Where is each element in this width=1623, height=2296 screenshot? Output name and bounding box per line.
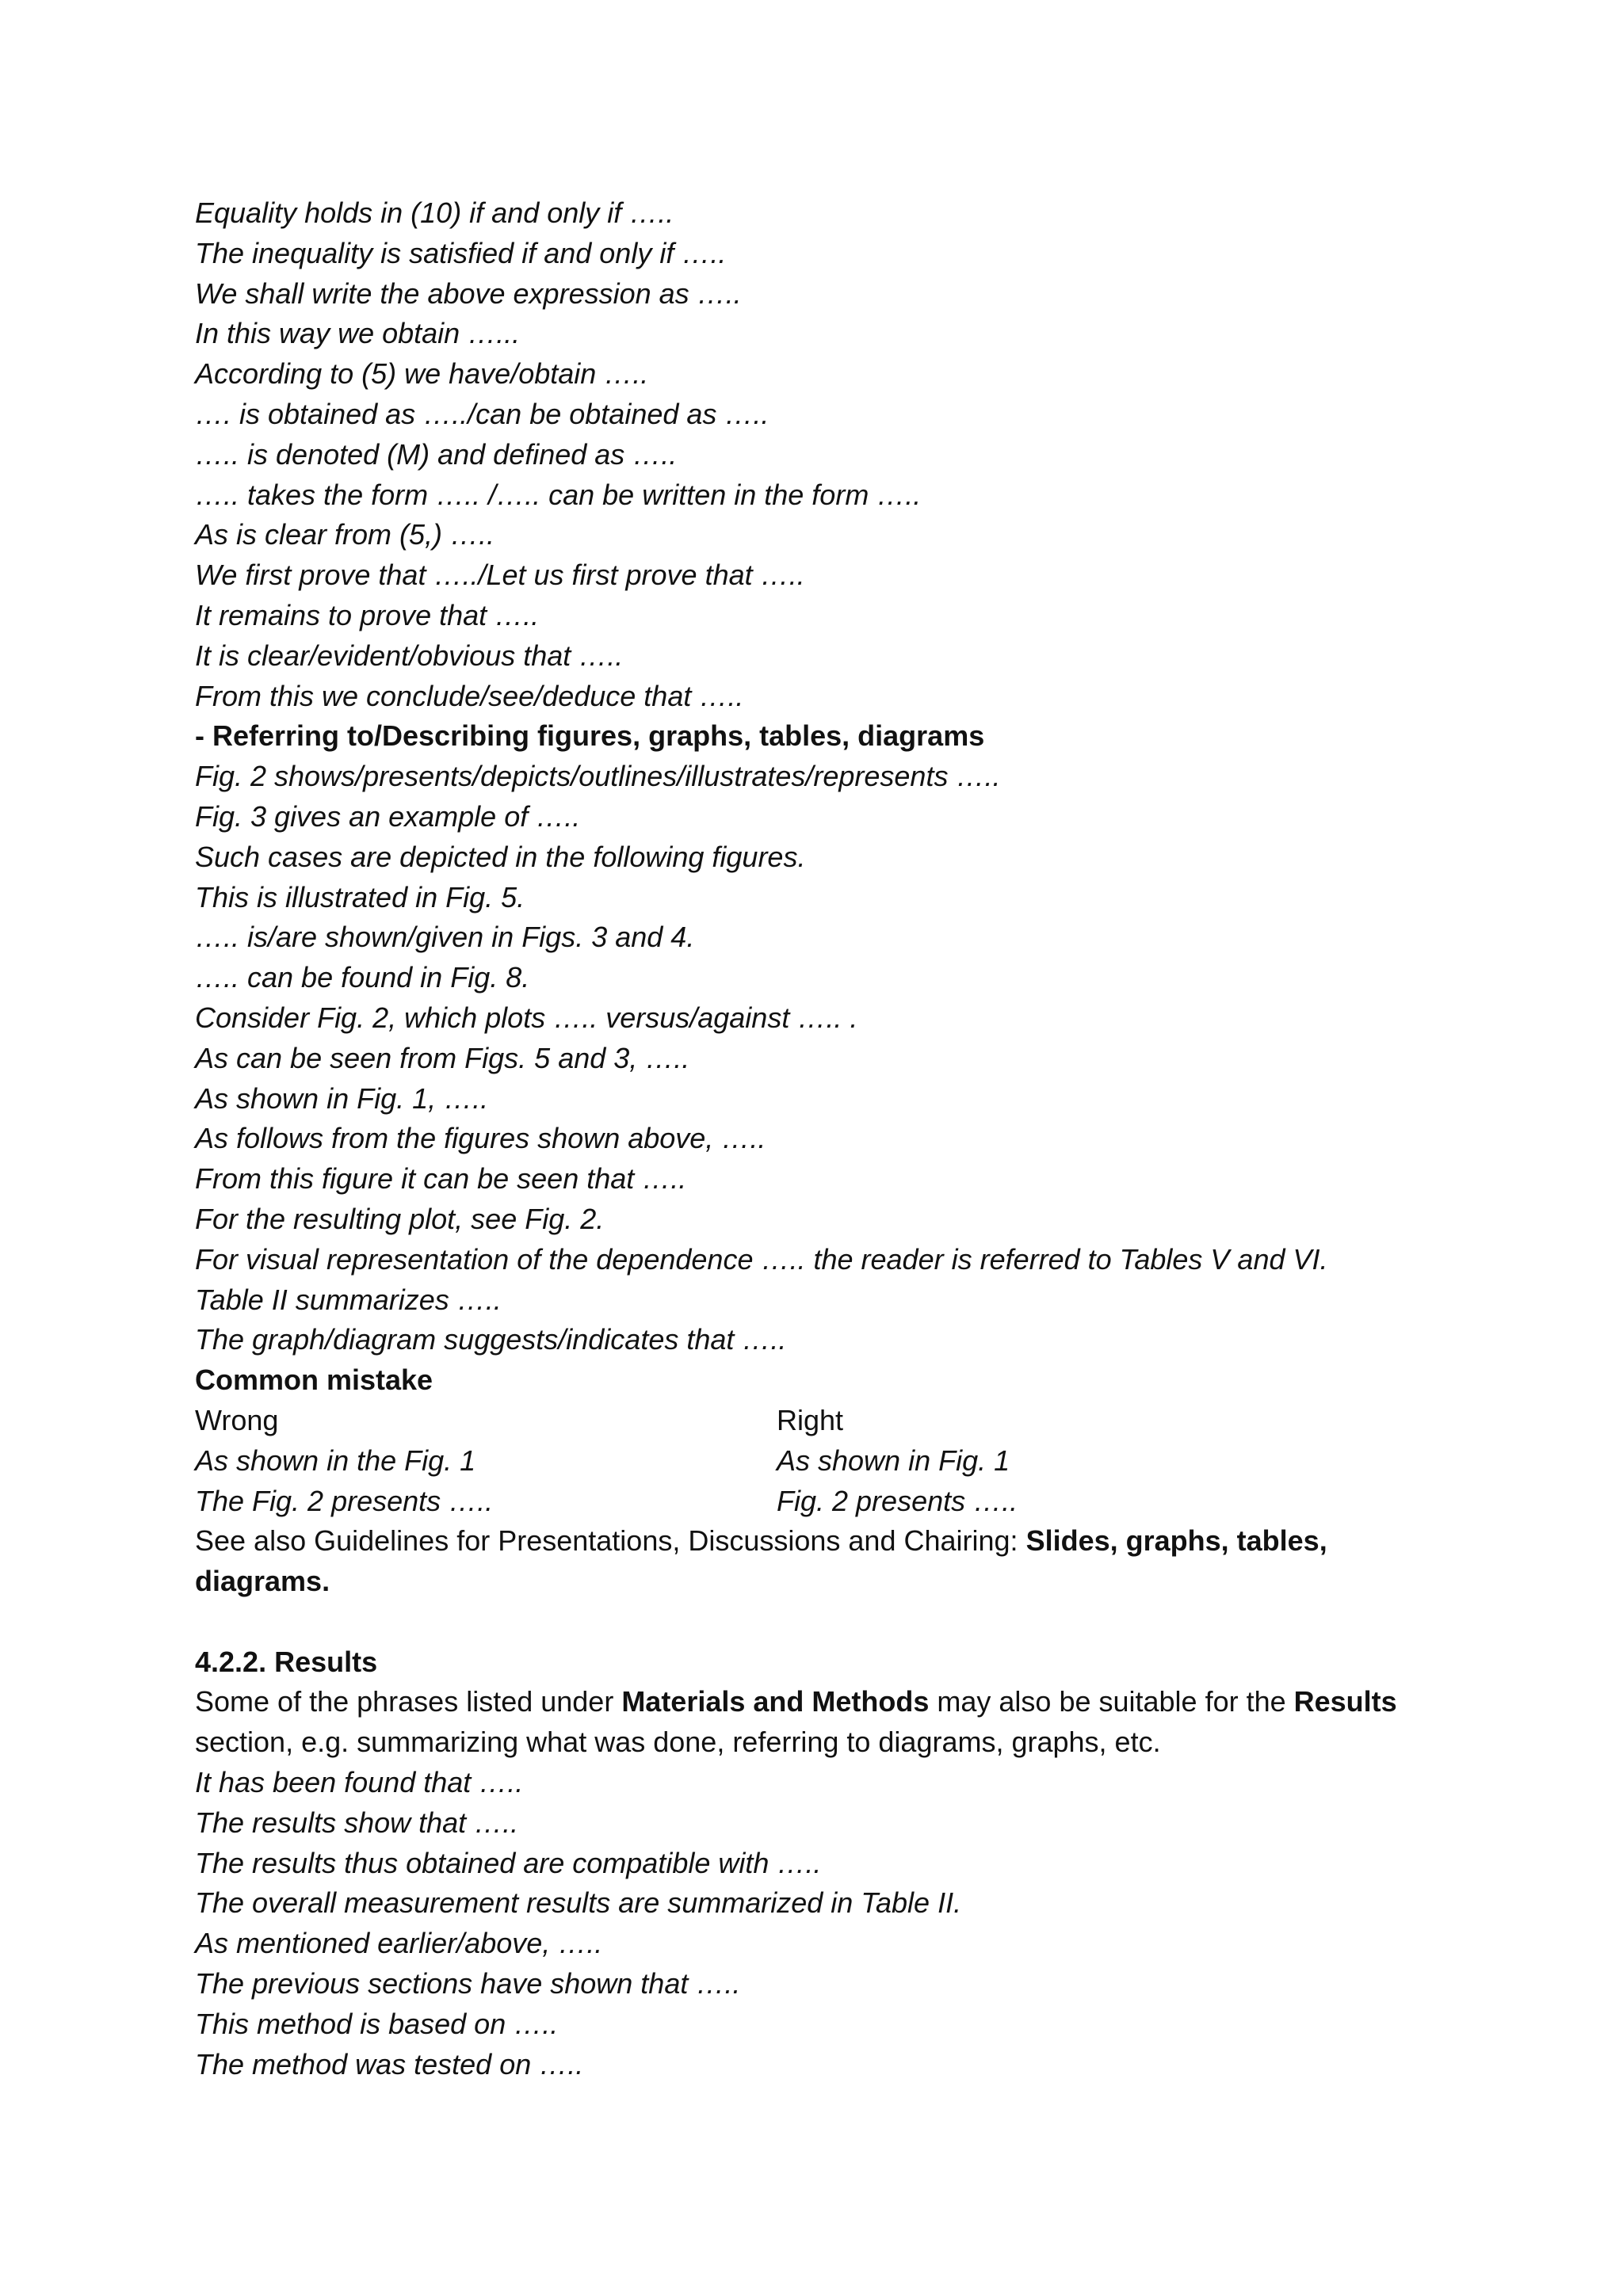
- right-example: As shown in Fig. 1: [777, 1444, 1010, 1477]
- figure-phrases-list: [195, 757, 1431, 1360]
- document-page: [195, 193, 1431, 2084]
- phrase-line: As is clear from (5,) …..: [195, 518, 495, 551]
- phrase-line: From this figure it can be seen that …..: [195, 1162, 687, 1196]
- phrase-line: It remains to prove that …..: [195, 598, 540, 631]
- phrase-line: Fig. 3 gives an example of …..: [195, 799, 581, 833]
- see-also-paragraph: [195, 1521, 1431, 1602]
- common-mistake-header-row: [195, 1401, 1431, 1441]
- results-intro-bold: Results: [1293, 1685, 1397, 1718]
- results-intro-bold: Materials and Methods: [621, 1685, 930, 1718]
- phrase-line: This is illustrated in Fig. 5.: [195, 880, 525, 913]
- phrase-line: We shall write the above expression as …..: [195, 277, 742, 310]
- phrase-line: The overall measurement results are summarized in Table II.: [195, 1886, 962, 1920]
- see-also-text: See also Guidelines for Presentations, Discussions and Chairing:: [195, 1524, 1026, 1558]
- results-intro-text: section, e.g. summarizing what was done, referring to diagrams, graphs, etc.: [195, 1726, 1161, 1759]
- paragraph-spacer: [195, 1602, 1431, 1642]
- phrase-line: As follows from the figures shown above, …..: [195, 1122, 766, 1155]
- phrase-line: This method is based on …..: [195, 2007, 559, 2040]
- phrase-line: The previous sections have shown that …..: [195, 1967, 741, 2000]
- results-intro-text: may also be suitable for the: [929, 1685, 1294, 1718]
- results-section: [195, 1642, 1431, 2085]
- wrong-example: As shown in the Fig. 1: [195, 1444, 476, 1477]
- phrase-line: For the resulting plot, see Fig. 2.: [195, 1202, 605, 1235]
- phrase-line: The results show that …..: [195, 1806, 519, 1839]
- right-example: Fig. 2 presents …..: [777, 1484, 1018, 1517]
- results-intro-paragraph: [195, 1682, 1431, 1763]
- common-mistake-row: [195, 1441, 1431, 1482]
- phrase-line: Table II summarizes …..: [195, 1283, 502, 1316]
- results-intro-text: Some of the phrases listed under: [195, 1685, 622, 1718]
- wrong-example: The Fig. 2 presents …..: [195, 1484, 494, 1517]
- phrase-line: Such cases are depicted in the following figures.: [195, 840, 806, 873]
- phrase-line: The results thus obtained are compatible with …..: [195, 1846, 822, 1879]
- phrase-line: It is clear/evident/obvious that …..: [195, 639, 624, 672]
- phrase-line: For visual representation of the dependence ….. the reader is referred to Tables V and VI.: [195, 1242, 1328, 1276]
- phrase-line: From this we conclude/see/deduce that …..: [195, 679, 744, 712]
- phrase-line: We first prove that …../Let us first prove that …..: [195, 559, 805, 592]
- results-heading: 4.2.2. Results: [195, 1645, 378, 1678]
- phrase-line: It has been found that …..: [195, 1766, 524, 1799]
- common-mistake-block: [195, 1360, 1431, 1521]
- phrase-line: Fig. 2 shows/presents/depicts/outlines/illustrates/represents …..: [195, 760, 1001, 793]
- phrase-line: Consider Fig. 2, which plots ….. versus/against ….. .: [195, 1001, 858, 1034]
- math-phrases-list: [195, 193, 1431, 716]
- phrase-line: As mentioned earlier/above, …..: [195, 1927, 603, 1960]
- phrase-line: As shown in Fig. 1, …..: [195, 1081, 489, 1115]
- phrase-line: Equality holds in (10) if and only if …..: [195, 196, 674, 229]
- phrase-line: The inequality is satisfied if and only if …..: [195, 236, 727, 269]
- phrase-line: …. is obtained as …../can be obtained as …..: [195, 397, 769, 430]
- phrase-line: ….. is/are shown/given in Figs. 3 and 4.: [195, 921, 695, 954]
- phrase-line: In this way we obtain …...: [195, 317, 521, 350]
- common-mistake-row: [195, 1482, 1431, 1522]
- phrase-line: According to (5) we have/obtain …..: [195, 357, 649, 391]
- wrong-column-label: Wrong: [195, 1403, 279, 1436]
- figures-section-heading: - Referring to/Describing figures, graphs, tables, diagrams: [195, 719, 985, 753]
- common-mistake-heading: Common mistake: [195, 1363, 433, 1397]
- phrase-line: ….. is denoted (M) and defined as …..: [195, 437, 678, 471]
- phrase-line: ….. can be found in Fig. 8.: [195, 961, 530, 994]
- right-column-label: Right: [777, 1403, 844, 1436]
- phrase-line: ….. takes the form ….. /….. can be written in the form …..: [195, 478, 922, 511]
- phrase-line: As can be seen from Figs. 5 and 3, …..: [195, 1041, 690, 1074]
- see-also-reference: Slides, graphs, tables, diagrams.: [195, 1524, 1327, 1598]
- phrase-line: The graph/diagram suggests/indicates that …..: [195, 1323, 787, 1356]
- phrase-line: The method was tested on …..: [195, 2047, 584, 2081]
